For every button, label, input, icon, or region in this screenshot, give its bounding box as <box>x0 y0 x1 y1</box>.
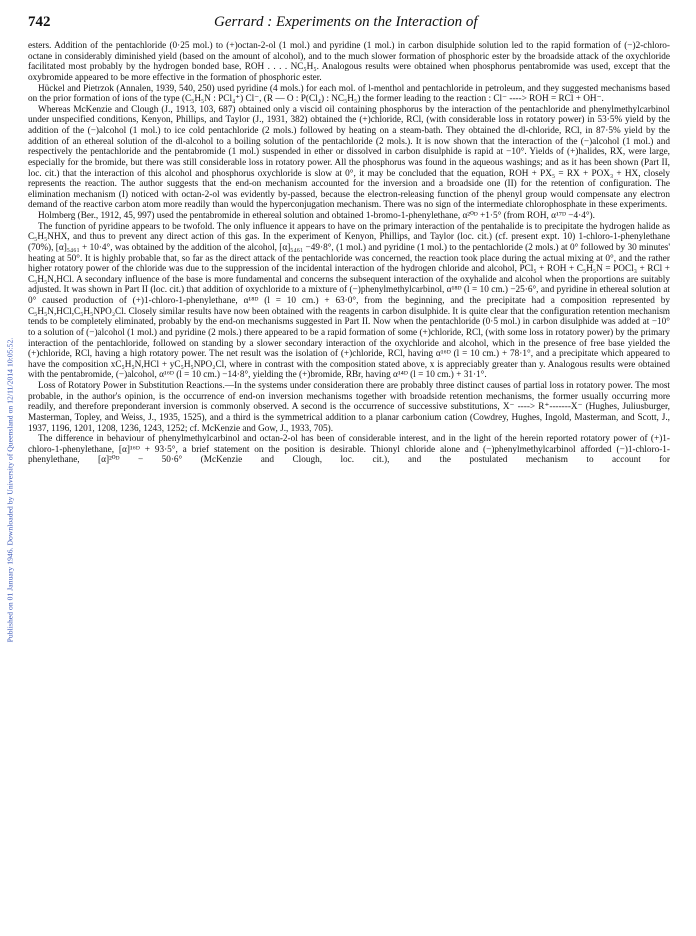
paragraph-mckenzie: Whereas McKenzie and Clough (J., 1913, 103, 687) obtained only a viscid oil containing phosphorus by the interaction of the pentachloride and phenylmethylcarbinol under unspecified conditions, Kenyon, Phillips, and Taylor (J., 1931, 382) obtained the (+)chloride, RCl, (with considerable loss in rotatory power) in 53·5% yield by the addition of the (−)alcohol (1 mol.) to ice cold pentachloride (2 mols.) followed by heating on a steam-bath. They obtained the dl-chloride, RCl, in 87·5% yield by the addition of an ethereal solution of the dl-alcohol to a boiling solution of the pentachloride (2 mols.). It is now shown that the interaction of the (−)alcohol (1 mol.) and respectively the pentachloride and the pentabromide (1 mol.) suspended in ether or dissolved in carbon disulphide is rapid at −10°. Yields of (+)halides, RX, were large, especially for the bromide, but there was still considerable loss in rotatory power. All the phosphorus was found in the aqueous washings; and as it has been shown (Part II, loc. cit.) that the interaction of this alcohol and phosphorus oxychloride is slow at 0°, it may be concluded that the equation, ROH + PX₅ = RX + POX₃ + HX, closely represents the reaction. The author suggests that the end-on mechanism accounted for the inversion and a broadside one (II) for the retention of configuration. The elimination mechanism (I) noticed with octan-2-ol was evidently by-passed, because the electron-releasing function of the phenyl group would compensate any electron demand of the reactive carbon atom more readily than would the hyperconjugation mechanism. There was no sign of the intermediate chlorophosphate in these experiments. <box>28 104 670 211</box>
download-notice-text: Published on 01 January 1946. Downloaded by University of Queensland on 12/11/2014 10:05:52. <box>5 337 15 643</box>
paragraph-difference: The difference in behaviour of phenylmethylcarbinol and octan-2-ol has been of considerable interest, and in the light of the herein reported rotatory power of (+)1-chloro-1-phenylethane, [α]¹⁶ᴰ + 93·5°, a brief statement on the position is desirable. Thionyl chloride alone and (−)phenylmethylcarbinol afforded (−)1-chloro-1-phenylethane, [α]²⁰ᴰ − 50·6° (McKenzie and Clough, loc. cit.), and the postulated mechanism to account for <box>28 434 670 466</box>
page-number: 742 <box>28 14 51 30</box>
page-header <box>28 14 670 36</box>
paragraph-esters: esters. Addition of the pentachloride (0·25 mol.) to (+)octan-2-ol (1 mol.) and pyridine (1 mol.) in carbon disulphide solution led to the rapid formation of (−)2-chloro-octane in considerably diminished yield (based on the amount of alcohol), and to the much slower formation of phosphoric ester by the broadside attack of the oxychloride facilitated most probably by the hydrogen bonded base, ROH . . . . NC₅H₅. Analogous results were obtained when phosphorus pentabromide was used, except that the oxybromide appeared to be more effective in the formation of phosphoric ester. <box>28 41 670 83</box>
paragraph-holmberg: Holmberg (Ber., 1912, 45, 997) used the pentabromide in ethereal solution and obtained 1-bromo-1-phenylethane, α²⁰ᴰ +1·5° (from ROH, α¹⁷ᴰ −4·4°). <box>38 211 595 221</box>
paragraph-pyridine: The function of pyridine appears to be twofold. The only influence it appears to have on the primary interaction of the pentahalide is to precipitate the hydrogen halide as C₅H₅NHX, and thus to prevent any direct action of this gas. In the experiment of Kenyon, Phillips, and Taylor (loc. cit.) (cf. present expt. 10) 1-chloro-1-phenylethane (70%), [α]₅₄₆₁ + 10·4°, was obtained by the addition of the alcohol, [α]₅₄₆₁ −49·8°, (1 mol.) and pyridine (1 mol.) to the pentachloride (2 mols.) at 0° followed by 30 minutes' heating at 50°. It is highly probable that, so far as the direct attack of the pentachloride was concerned, the reaction took place during the actual mixing at 0°, and the rather higher rotatory power of the chloride was due to the suppression of the incidental interaction of the hydrogen chloride and alcohol, PCl₅ + ROH + C₅H₅N = POCl₃ + RCl + C₅H₅N,HCl. A secondary influence of the base is more fundamental and concerns the subsequent interaction of the oxyhalide and alcohol when the proportions are suitably adjusted. It was shown in Part II (loc. cit.) that addition of oxychloride to a mixture of (−)phenylmethylcarbinol, α¹⁸ᴰ (l = 10 cm.) −25·6°, and pyridine in ethereal solution at 0° caused production of (+)1-chloro-1-phenylethane, α¹⁸ᴰ (l = 10 cm.) + 63·0°, from the beginning, and the precipitate had a composition represented by C₅H₅N,HCl,C₅H₅NPO₂Cl. Closely similar results have now been obtained with the reagents in carbon disulphide. It is quite clear that the configuration retention mechanism tends to be completely eliminated, probably by the end-on mechanisms suggested in Part II. Now when the pentachloride (0·5 mol.) in carbon disulphide was added at −10° to a solution of (−)alcohol (1 mol.) and pyridine (2 mols.) there appeared to be a rapid formation of some (+)chloride, RCl, (with some loss in rotatory power) by the primary interaction of the pentachloride, followed on standing by a slower secondary interaction of the oxychloride and alcohol, which in the presence of free base yielded the (+)chloride, RCl, having a high rotatory power. The net result was the isolation of (+)chloride, RCl, having α¹⁶ᴰ (l = 10 cm.) + 78·1°, and a precipitate which appeared to have the composition xC₅H₅N,HCl + yC₅H₅NPO₂Cl, where in contrast with the composition stated above, x is appreciably greater than y. Analogous results were obtained with the pentabromide, (−)alcohol, α¹⁶ᴰ (l = 10 cm.) −14·8°, yielding the (+)bromide, RBr, having α¹⁴ᴰ (l = 10 cm.) + 31·1°. <box>28 221 670 381</box>
paragraph-huckel: Hückel and Pietrzok (Annalen, 1939, 540, 250) used pyridine (4 mols.) for each mol. of l-menthol and pentachloride in petroleum, and they suggested mechanisms based on the prior formation of ions of the type (C₅H₅N : PCl₄⁺) Cl⁻, (R — O : P(Cl₄) : NC₅H₅) the former leading to the reaction : Cl⁻ ----> ROH = RCl + OH⁻. <box>28 83 670 105</box>
running-title: Gerrard : Experiments on the Interaction of <box>214 14 478 30</box>
article-body <box>28 41 670 466</box>
download-notice <box>3 160 17 820</box>
paragraph-loss-rotatory: Loss of Rotatory Power in Substitution Reactions.—In the systems under consideration there are probably three distinct causes of partial loss in rotatory power. The most probable, in the author's opinion, is the occurrence of end-on inversion mechanisms together with broadside retention mechanisms, the former usually occurring more readily, and therefore preponderant inversion is commonly observed. A second is the occurrence of successive substitutions, X⁻ ----> R⁺-------X⁻ (Hughes, Juliusburger, Masterman, Topley, and Weiss, J., 1935, 1525), and a third is the symmetrical addition to a planar carbonium cation (Cowdrey, Hughes, Ingold, Masterman, and Scott, J., 1937, 1196, 1201, 1208, 1236, 1243, 1252; cf. McKenzie and Gow, J., 1933, 705). <box>28 381 670 434</box>
